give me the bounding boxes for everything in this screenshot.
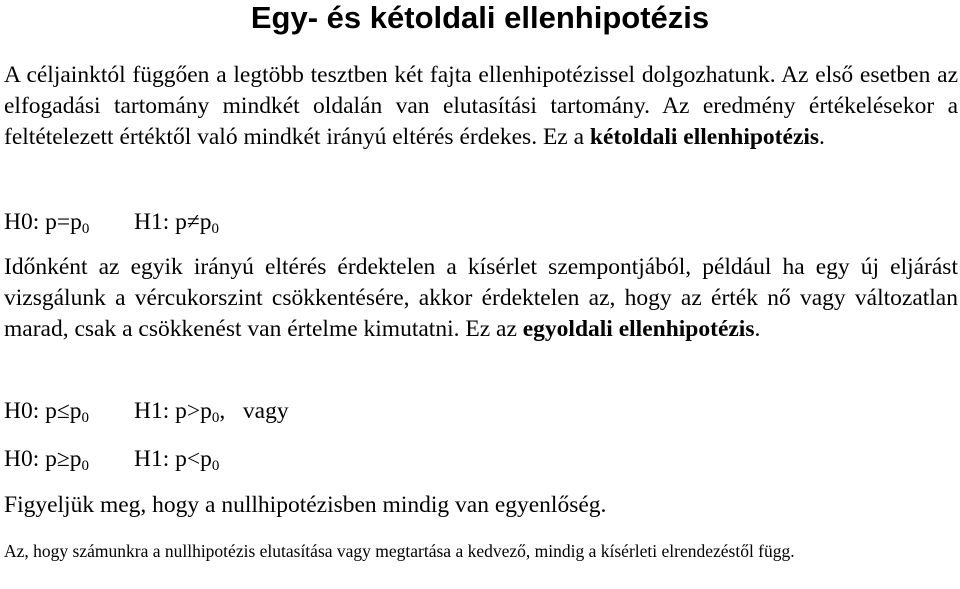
h1-formula: H1: $p>p_0$, vagy [134,398,289,426]
one-sided-hypotheses-2 [4,444,220,474]
one-sided-paragraph [4,252,958,345]
intro-text: A céljainktól függően a legtöbb tesztben két fajta ellenhipotézissel dolgozhatunk. Az első esetben az elfogadási tartomány mindkét oldalán van elutasítási tartomány. Az eredmény értékelésekor a feltételezett értéktől való mindkét irányú eltérés érdekes. Ez a [4,62,958,150]
small-note: Az, hogy számunkra a nullhipotézis elutasítása vagy megtartása a kedvező, mindig a kísérleti elrendezéstől függ. [4,541,795,561]
intro-paragraph [4,60,958,153]
one-sided-text-end: . [754,316,761,342]
h1-formula: H1: $p\ne p_0$ [134,209,220,237]
intro-text-end: . [819,124,825,150]
two-sided-hypotheses [4,207,220,237]
one-sided-text: Időnként az egyik irányú eltérés érdektelen a kísérlet szempontjából, például ha egy új eljárást vizsgálunk a vércukorszint csökkentésére, akkor érdektelen az, hogy az érték nő vagy változatlan marad, csak a csökkenést van értelme kimutatni. Ez az [4,254,958,342]
two-sided-term: kétoldali ellenhipotézis [589,124,820,150]
one-sided-hypotheses-1 [4,396,289,426]
h1-formula: H1: $p<p_0$ [134,446,220,474]
equality-note: Figyeljük meg, hogy a nullhipotézisben mindig van egyenlőség. [4,492,607,518]
h0-formula: H0: $p\le p_0$ [4,398,90,426]
h0-formula: H0: $p=p_0$ [4,209,90,237]
one-sided-term: egyoldali ellenhipotézis [522,316,755,342]
h0-formula: H0: $p\ge p_0$ [4,446,90,474]
page-title: Egy- és kétoldali ellenhipotézis [250,0,710,35]
